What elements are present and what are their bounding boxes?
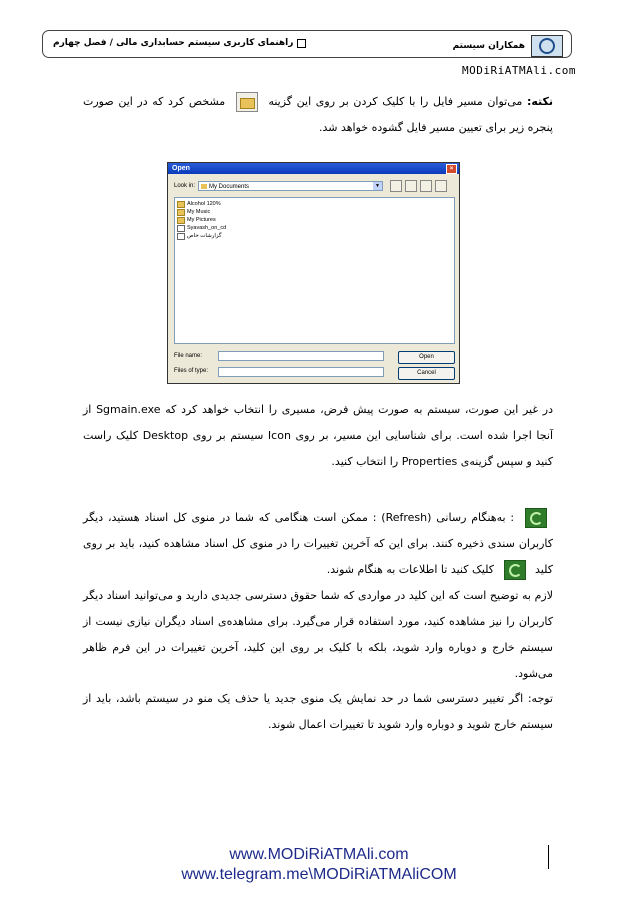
dialog-toolbar (390, 180, 447, 192)
list-item[interactable]: My Music (177, 208, 452, 216)
list-item[interactable]: Alcohol 120% (177, 200, 452, 208)
dialog-title-bar (168, 163, 459, 174)
chevron-down-icon: ▼ (373, 182, 382, 190)
footer-telegram[interactable]: www.telegram.me\MODiRiATMAliCOM (181, 866, 457, 883)
open-folder-icon (236, 92, 258, 112)
dialog-title: Open (172, 165, 190, 172)
list-item[interactable]: My Pictures (177, 216, 452, 224)
doc-title: راهنمای کاربری سیستم حسابداری مالی / فصل چهارم (53, 38, 294, 48)
look-in-select[interactable] (198, 181, 383, 191)
note-text-b: مشخص کرد که در این صورت پنجره زیر برای تعیین مسیر فایل گشوده خواهد شد. (83, 95, 553, 134)
paragraph-refresh: : به‌هنگام رسانی (Refresh) : ممکن است هنگامی که شما در منوی کل اسناد هستید، دیگر کاربران سندی ذخیره کنند. برای این که آخرین تغییرات را در منوی کل اسناد مشاهده کنید، باید بر روی کلید کلیک کنید تا اطلاعات به هنگام شوند. (83, 505, 553, 583)
exe-name: Sgmain.exe (96, 403, 161, 416)
company-name: همکاران سیستم (452, 41, 525, 51)
paragraph-attention: توجه: اگر تغییر دسترسی شما در حد نمایش یک منوی جدید یا حذف یک منو در سیستم باشد، باید از سیستم خارج شوید و دوباره وارد شوید تا تغییرات اعمال شوند. (83, 692, 553, 731)
refresh-icon (504, 560, 526, 580)
file-type-select[interactable] (218, 367, 384, 377)
paragraph-note (83, 89, 553, 141)
page-header (42, 30, 572, 58)
file-list (174, 197, 455, 344)
note-text-a: می‌توان مسیر فایل را با کلیک کردن بر روی این گزینه (268, 95, 523, 108)
file-type-label: Files of type: (174, 368, 209, 374)
back-icon[interactable] (390, 180, 402, 192)
look-in-value: My Documents (209, 184, 250, 190)
list-item[interactable]: گزارشات خاص (177, 232, 452, 240)
view-menu-icon[interactable] (435, 180, 447, 192)
paragraph-default-path: در غیر این صورت، سیستم به صورت پیش فرض، مسیری را انتخاب خواهد کرد که Sgmain.exe از آنجا اجرا شده است. برای شناسایی این مسیر، بر روی Icon سیستم بر روی Desktop کلیک راست کنید و سپس گزینه‌ی Properties را انتخاب کنید. (83, 403, 554, 468)
open-button[interactable]: Open (398, 351, 455, 364)
up-folder-icon[interactable] (405, 180, 417, 192)
header-doc-title (53, 38, 306, 48)
open-dialog-screenshot (167, 162, 460, 384)
paragraph-refresh-detail: لازم به توضیح است که این کلید در مواردی که شما حقوق دسترسی جدیدی دارید و می‌توانید اسناد دیگر کاربران را نیز مشاهده کنید، مورد استفاده قرار می‌گیرد. برای مشاهده‌ی اسناد دیگران نیازی نیست از سیستم خارج و دوباره وارد شوید، بلکه با کلیک بر روی این کلید، آخرین تغییرات در این فرم ظاهر می‌شود. (83, 589, 553, 680)
header-company (453, 35, 563, 57)
bullet-square-icon (297, 39, 306, 48)
close-icon[interactable]: × (446, 164, 457, 174)
header-site: MODiRiATMAli.com (462, 64, 576, 77)
list-item[interactable]: Syavash_on_cd (177, 224, 452, 232)
file-name-input[interactable] (218, 351, 384, 361)
company-logo (531, 35, 563, 57)
cancel-button[interactable]: Cancel (398, 367, 455, 380)
footer-site[interactable]: www.MODiRiATMAli.com (229, 846, 409, 863)
new-folder-icon[interactable] (420, 180, 432, 192)
note-lead: نکته: (526, 95, 554, 108)
refresh-icon (525, 508, 547, 528)
footer-divider (548, 845, 549, 869)
file-name-label: File name: (174, 353, 203, 359)
look-in-label: Look in: (174, 183, 196, 189)
